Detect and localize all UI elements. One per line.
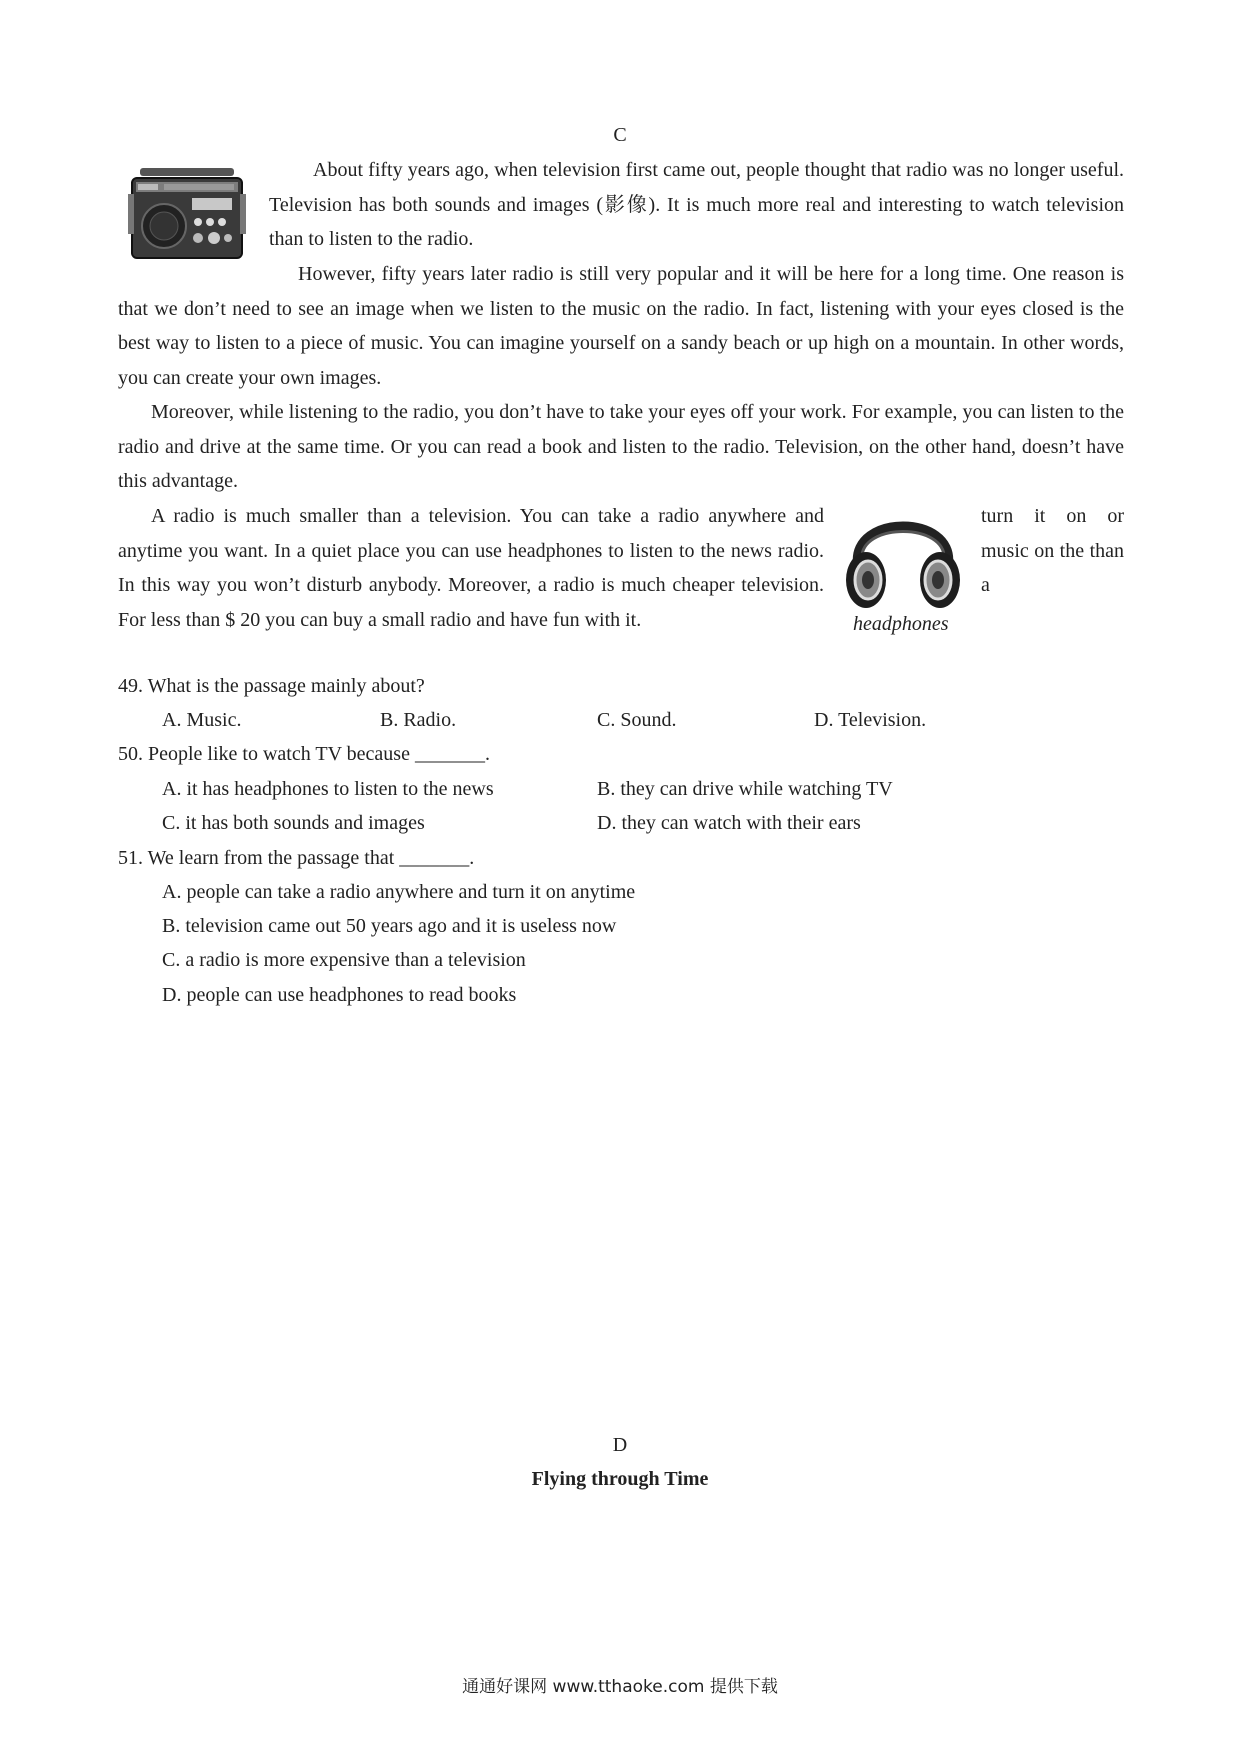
paragraph-4-left-text: A radio is much smaller than a television. You can take a radio anywhere and anytime you want. In a quiet place you can use headphones to listen to the news radio. In this way you won’t disturb anybody. Moreover, a radio is much cheaper television. For less than $ 20 you can buy a small radio and have fun with it. [118, 505, 824, 631]
paragraph-2 [118, 257, 1124, 395]
paragraph-4-right [981, 499, 1124, 603]
question-51-option-a[interactable]: A. people can take a radio anywhere and turn it on anytime [162, 881, 636, 903]
paragraph-4-right-text: turn it on or music on the than a [981, 505, 1124, 596]
paragraph-1-text: About fifty years ago, when television first came out, people thought that radio was no longer useful. Television has both sounds and images (影像). It is much more real and interesting to watch television than to listen to the radio. [269, 159, 1124, 250]
question-51-option-b[interactable]: B. television came out 50 years ago and it is useless now [162, 915, 617, 937]
question-50-option-d[interactable]: D. they can watch with their ears [597, 812, 861, 834]
question-50-stem: 50. People like to watch TV because _______. [118, 743, 490, 765]
paragraph-3 [118, 395, 1124, 499]
paragraph-1 [269, 153, 1124, 257]
question-50-option-a[interactable]: A. it has headphones to listen to the news [162, 778, 494, 800]
section-letter-d: D [612, 1434, 628, 1456]
headphones-icon [842, 494, 964, 612]
question-51-option-d[interactable]: D. people can use headphones to read books [162, 984, 517, 1006]
question-49-option-c[interactable]: C. Sound. [597, 709, 677, 731]
passage-d-title: Flying through Time [531, 1468, 709, 1490]
question-49-stem: 49. What is the passage mainly about? [118, 675, 425, 697]
paragraph-3-text: Moreover, while listening to the radio, you don’t have to take your eyes off your work. For example, you can listen to the radio and drive at the same time. Or you can read a book and listen to the radio. Television, on the other hand, doesn’t have this advantage. [118, 401, 1124, 492]
paragraph-2-text: However, fifty years later radio is still very popular and it will be here for a long time. One reason is that we don’t need to see an image when we listen to the music on the radio. In fact, listening with your eyes closed is the best way to listen to a piece of music. You can imagine yourself on a sandy beach or up high on a mountain. In other words, you can create your own images. [118, 263, 1124, 389]
question-51-stem: 51. We learn from the passage that _______. [118, 847, 475, 869]
question-49-option-b[interactable]: B. Radio. [380, 709, 457, 731]
section-letter-c: C [613, 124, 627, 146]
question-49-option-d[interactable]: D. Television. [814, 709, 927, 731]
footer-text: 通通好课网 www.tthaoke.com 提供下载 [462, 1677, 778, 1697]
paragraph-4-left [118, 499, 824, 637]
question-51-option-c[interactable]: C. a radio is more expensive than a television [162, 949, 526, 971]
question-50-option-b[interactable]: B. they can drive while watching TV [597, 778, 893, 800]
question-49-option-a[interactable]: A. Music. [162, 709, 242, 731]
headphones-caption: headphones [853, 613, 949, 635]
radio-icon [128, 164, 246, 264]
question-50-option-c[interactable]: C. it has both sounds and images [162, 812, 425, 834]
